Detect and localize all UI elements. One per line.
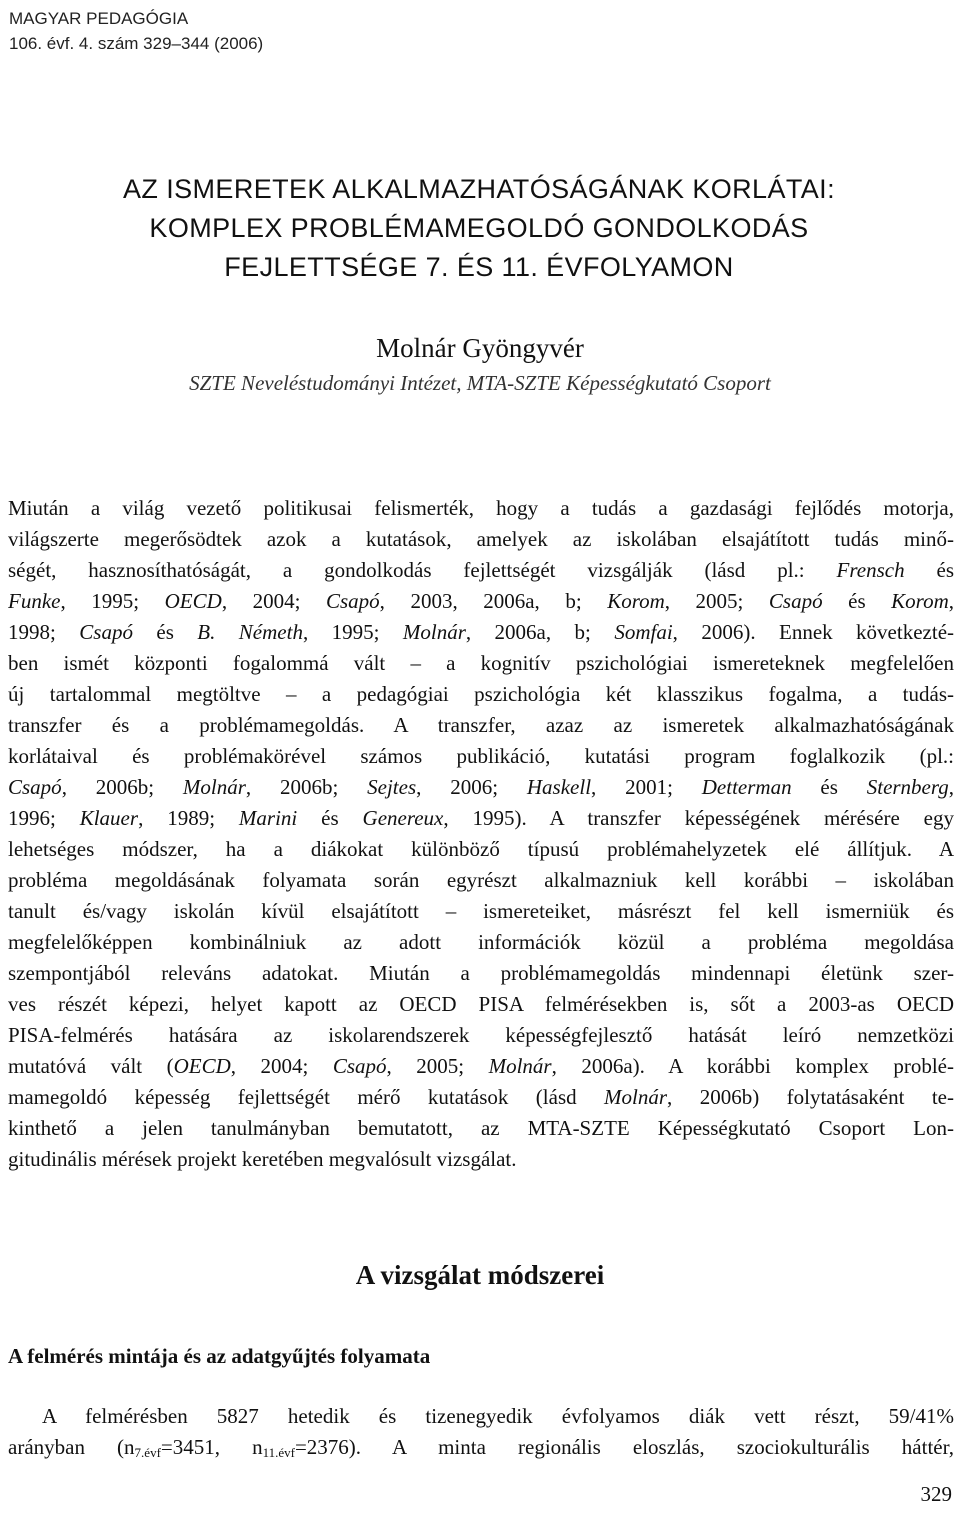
text-line: transzfer és a problémamegoldás. A transzfer, azaz az ismeretek alkalmazhatóságának — [8, 713, 954, 737]
text-line: 1998; Csapó és B. Németh, 1995; Molnár, 2006a, b; Somfai, 2006). Ennek következté- — [8, 620, 954, 644]
author-affiliation: SZTE Neveléstudományi Intézet, MTA-SZTE Képességkutató Csoport — [189, 371, 771, 395]
page-number: 329 — [920, 1482, 952, 1506]
text-line: szempontjából releváns adatokat. Miután a problémamegoldás mindennapi életünk szer- — [8, 961, 954, 985]
journal-header — [9, 6, 263, 56]
subsection-heading: A felmérés mintája és az adatgyűjtés folyamata — [8, 1344, 431, 1368]
title-line: KOMPLEX PROBLÉMAMEGOLDÓ GONDOLKODÁS — [149, 213, 809, 243]
text-line: lehetséges módszer, ha a diákokat különböző típusú problémahelyzetek elé állítjuk. A — [8, 837, 954, 861]
section-heading: A vizsgálat módszerei — [355, 1260, 605, 1290]
journal-name: MAGYAR PEDAGÓGIA — [9, 9, 189, 28]
title-line: FEJLETTSÉGE 7. ÉS 11. ÉVFOLYAMON — [224, 252, 734, 282]
text-line: világszerte megerősödtek azok a kutatások, amelyek az iskolában elsajátított tudás minő- — [8, 527, 954, 551]
text-line: Csapó, 2006b; Molnár, 2006b; Sejtes, 2006; Haskell, 2001; Detterman és Sternberg, — [8, 775, 954, 799]
text-line: PISA-felmérés hatására az iskolarendszerek képességfejlesztő hatását leíró nemzetközi — [8, 1023, 954, 1047]
text-line: mutatóvá vált (OECD, 2004; Csapó, 2005; Molnár, 2006a). A korábbi komplex problé- — [8, 1054, 954, 1078]
journal-issue: 106. évf. 4. szám 329–344 (2006) — [9, 34, 264, 53]
article-title — [20, 170, 938, 287]
method-paragraph — [8, 1401, 954, 1463]
text-line: új tartalommal megtöltve – a pedagógiai pszichológia két klasszikus fogalma, a tudás- — [8, 682, 954, 706]
intro-paragraph — [8, 493, 954, 1175]
text-line: arányban ($n_{7.évf}=3451$, $n_{11.évf}=2376$). A minta regionális eloszlás, szociokulturális háttér, — [8, 1435, 954, 1460]
text-line: tanult és/vagy iskolán kívül elsajátított – ismereteiket, másrészt fel kell ismerniük és — [8, 899, 954, 923]
text-line: megfelelőképpen kombinálniuk az adott információk közül a probléma megoldása — [8, 930, 954, 954]
text-line: ségét, hasznosíthatóságát, a gondolkodás fejlettségét vizsgálják (lásd pl.: Frensch és — [8, 558, 954, 582]
text-line: Miután a világ vezető politikusai felismerték, hogy a tudás a gazdasági fejlődés motorja, — [8, 496, 954, 520]
text-line: kinthető a jelen tanulmányban bemutatott, az MTA-SZTE Képességkutató Csoport Lon- — [8, 1116, 954, 1140]
text-line: ben ismét központi fogalommá vált – a kognitív pszichológiai ismereteknek megfelelően — [8, 651, 954, 675]
author-name: Molnár Gyöngyvér — [376, 333, 584, 363]
text-line: ves részét képezi, helyet kapott az OECD PISA felmérésekben is, sőt a 2003-as OECD — [8, 992, 954, 1016]
text-line: A felmérésben 5827 hetedik és tizenegyedik évfolyamos diák vett részt, 59/41% — [42, 1404, 954, 1428]
text-line: korlátaival és problémakörével számos publikáció, kutatási program foglalkozik (pl.: — [8, 744, 954, 768]
text-line: mamegoldó képesség fejlettségét mérő kutatások (lásd Molnár, 2006b) folytatásaként te- — [8, 1085, 954, 1109]
title-line: AZ ISMERETEK ALKALMAZHATÓSÁGÁNAK KORLÁTAI: — [123, 174, 835, 204]
text-line: Funke, 1995; OECD, 2004; Csapó, 2003, 2006a, b; Korom, 2005; Csapó és Korom, — [8, 589, 954, 613]
text-line: probléma megoldásának folyamata során egyrészt alkalmazniuk kell korábbi – iskolában — [8, 868, 954, 892]
text-line: gitudinális mérések projekt keretében megvalósult vizsgálat. — [8, 1147, 517, 1171]
text-line: 1996; Klauer, 1989; Marini és Genereux, 1995). A transzfer képességének mérésére egy — [8, 806, 954, 830]
